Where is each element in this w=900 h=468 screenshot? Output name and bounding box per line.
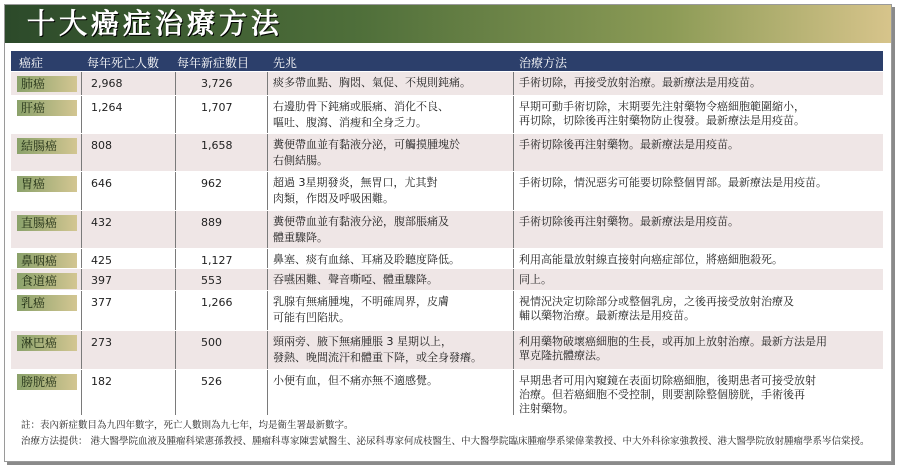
treatment-line: 利用藥物破壞癌細胞的生長，或再加上放射治療。最新方法是用 <box>519 335 827 348</box>
treatment-line: 注射藥物。 <box>519 402 574 415</box>
treatment-line: 治療。但若癌細胞不受控制，則要割除整個膀胱，手術後再 <box>519 388 805 401</box>
table-row <box>11 210 883 249</box>
cancer-name: 食道癌 <box>17 273 77 289</box>
new-cases-value: 1,707 <box>201 101 233 114</box>
header-new-cases: 每年新症數目 <box>177 56 250 70</box>
column-divider <box>81 249 82 269</box>
cancer-name: 結腸癌 <box>17 138 77 154</box>
table-row <box>11 71 883 96</box>
new-cases-value: 553 <box>201 274 222 287</box>
column-divider <box>267 96 268 134</box>
treatment-line: 早期患者可用內窺鏡在表面切除癌細胞，後期患者可接受放射 <box>519 374 816 387</box>
column-divider <box>267 370 268 415</box>
table-row <box>11 290 883 331</box>
column-divider <box>267 211 268 249</box>
column-divider <box>267 291 268 331</box>
symptom-line: 乳腺有無痛腫塊，不明確周界，皮膚 <box>273 295 449 308</box>
symptom-line: 糞便帶血並有黏液分泌，可觸摸腫塊於 <box>273 138 460 151</box>
column-divider <box>513 331 514 370</box>
table-row <box>11 268 883 291</box>
header-symptoms: 先兆 <box>273 56 298 70</box>
cancer-name: 胃癌 <box>17 176 77 192</box>
symptom-line: 可能有凹陷狀。 <box>273 311 350 324</box>
table-row <box>11 369 883 415</box>
column-divider <box>81 211 82 249</box>
new-cases-value: 1,127 <box>201 254 233 267</box>
symptom-line: 體重驟降。 <box>273 231 328 244</box>
deaths-value: 1,264 <box>91 101 123 114</box>
column-divider <box>175 172 176 211</box>
new-cases-value: 962 <box>201 177 222 190</box>
header-deaths: 每年死亡人數 <box>87 56 160 70</box>
table-row <box>11 133 883 172</box>
treatment-line: 利用高能量放射線直接射向癌症部位，將癌細胞殺死。 <box>519 253 783 266</box>
column-divider <box>513 249 514 269</box>
column-divider <box>81 134 82 172</box>
table-panel <box>4 4 892 462</box>
column-divider <box>81 72 82 96</box>
symptom-line: 肉類，作悶及呼吸困難。 <box>273 192 394 205</box>
new-cases-value: 889 <box>201 216 222 229</box>
new-cases-value: 500 <box>201 336 222 349</box>
treatment-line: 再切除，切除後再注射藥物防止復發。最新療法是用疫苗。 <box>519 114 805 127</box>
table-row <box>11 171 883 211</box>
deaths-value: 273 <box>91 336 112 349</box>
column-divider <box>513 172 514 211</box>
title-bar <box>5 5 891 43</box>
cancer-name: 肝癌 <box>17 100 77 116</box>
column-divider <box>175 72 176 96</box>
page-title: 十大癌症治療方法 <box>27 7 284 40</box>
deaths-value: 646 <box>91 177 112 190</box>
column-divider <box>81 331 82 370</box>
header-treatment: 治療方法 <box>519 56 568 70</box>
cancer-name: 乳癌 <box>17 295 77 311</box>
column-divider <box>513 370 514 415</box>
symptom-line: 小便有血，但不痛亦無不適感覺。 <box>273 374 438 387</box>
table-row <box>11 248 883 269</box>
cancer-name: 肺癌 <box>17 76 77 92</box>
column-divider <box>513 269 514 291</box>
table-row <box>11 95 883 134</box>
column-divider <box>267 172 268 211</box>
symptom-line: 糞便帶血並有黏液分泌，腹部脹痛及 <box>273 215 449 228</box>
symptom-line: 頸兩旁、腋下無痛腫脹 3 星期以上， <box>273 335 452 348</box>
column-divider <box>513 72 514 96</box>
table-body <box>11 71 883 414</box>
new-cases-value: 3,726 <box>201 77 233 90</box>
deaths-value: 182 <box>91 375 112 388</box>
cancer-name: 直腸癌 <box>17 215 77 231</box>
column-divider <box>513 291 514 331</box>
column-divider <box>175 291 176 331</box>
treatment-line: 手術切除後再注射藥物。最新療法是用疫苗。 <box>519 215 739 228</box>
column-divider <box>81 269 82 291</box>
deaths-value: 397 <box>91 274 112 287</box>
column-divider <box>175 96 176 134</box>
column-divider <box>267 331 268 370</box>
cancer-name: 淋巴癌 <box>17 335 77 351</box>
treatment-line: 單克隆抗體療法。 <box>519 349 607 362</box>
cancer-name: 膀胱癌 <box>17 374 77 390</box>
symptom-line: 鼻塞、痰有血絲、耳痛及聆聽度降低。 <box>273 253 460 266</box>
column-divider <box>81 370 82 415</box>
symptom-line: 吞嚥困難、聲音嘶啞、體重驟降。 <box>273 273 438 286</box>
new-cases-value: 1,266 <box>201 296 233 309</box>
deaths-value: 2,968 <box>91 77 123 90</box>
cancer-name: 鼻咽癌 <box>17 253 77 269</box>
column-divider <box>267 249 268 269</box>
column-divider <box>175 211 176 249</box>
treatment-line: 手術切除後再注射藥物。最新療法是用疫苗。 <box>519 138 739 151</box>
column-divider <box>513 96 514 134</box>
header-cancer: 癌症 <box>19 56 44 70</box>
column-divider <box>267 269 268 291</box>
new-cases-value: 1,658 <box>201 139 233 152</box>
symptom-line: 右側結腸。 <box>273 154 328 167</box>
column-divider <box>175 134 176 172</box>
column-divider <box>175 370 176 415</box>
table-row <box>11 330 883 370</box>
symptom-line: 超過 3星期發炎，無胃口，尤其對 <box>273 176 438 189</box>
deaths-value: 425 <box>91 254 112 267</box>
column-divider <box>267 72 268 96</box>
column-divider <box>175 269 176 291</box>
treatment-line: 早期可動手術切除，末期要先注射藥物令癌細胞範圍縮小， <box>519 100 805 113</box>
treatment-line: 同上。 <box>519 273 552 286</box>
symptom-line: 嘔吐、腹瀉、消瘦和全身乏力。 <box>273 116 427 129</box>
credits-note: 治療方法提供： 港大醫學院血液及腫瘤科梁憲孫教授、腫瘤科專家陳雲斌醫生、泌尿科專家何成枝醫生、中大醫學院臨床腫瘤學系梁偉業教授、中大外科徐家強教授、港大醫學院放射腫瘤學系岑信棠授。 <box>21 436 870 447</box>
deaths-value: 808 <box>91 139 112 152</box>
symptom-line: 發熱、晚間流汗和體重下降，或全身發癢。 <box>273 351 482 364</box>
column-divider <box>81 96 82 134</box>
treatment-line: 手術切除，情況惡劣可能要切除整個胃部。最新療法是用疫苗。 <box>519 176 827 189</box>
column-divider <box>513 211 514 249</box>
treatment-line: 視情況決定切除部分或整個乳房，之後再接受放射治療及 <box>519 295 794 308</box>
column-divider <box>175 331 176 370</box>
footnote: 註：表內新症數目為九四年數字，死亡人數則為九七年，均是衞生署最新數字。 <box>21 420 354 431</box>
treatment-line: 輔以藥物治療。最新療法是用疫苗。 <box>519 309 695 322</box>
new-cases-value: 526 <box>201 375 222 388</box>
column-divider <box>175 249 176 269</box>
column-divider <box>267 134 268 172</box>
column-divider <box>513 134 514 172</box>
column-divider <box>81 172 82 211</box>
column-divider <box>81 291 82 331</box>
treatment-line: 手術切除，再接受放射治療。最新療法是用疫苗。 <box>519 76 761 89</box>
symptom-line: 痰多帶血點、胸悶、氣促、不規則鈍痛。 <box>273 76 471 89</box>
deaths-value: 377 <box>91 296 112 309</box>
symptom-line: 右邊肋骨下鈍痛或脹痛、消化不良、 <box>273 100 449 113</box>
table-header <box>11 51 883 71</box>
deaths-value: 432 <box>91 216 112 229</box>
